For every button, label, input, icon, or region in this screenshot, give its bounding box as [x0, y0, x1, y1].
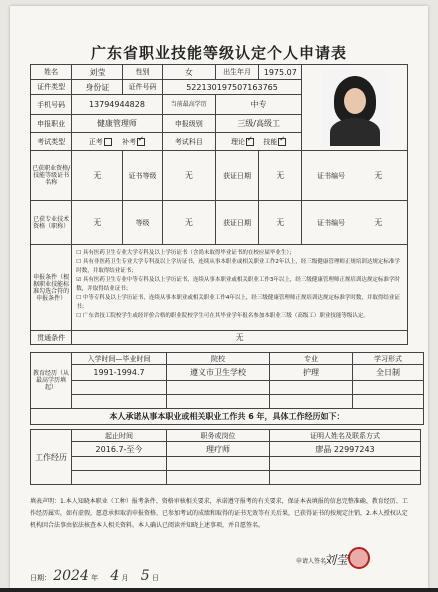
exam-type-label: 考试类型	[31, 133, 72, 151]
cert-level-value: 无	[162, 151, 215, 201]
work-header-reference: 证明人姓名及联系方式	[270, 430, 421, 442]
name-label: 姓名	[31, 65, 72, 80]
prev-cert-value: 无	[72, 151, 123, 201]
retake-exam-checkbox[interactable]	[137, 138, 145, 146]
prev-title-label: 已获专业技术资格（职称）	[31, 201, 72, 245]
declaration-text: 填表声明：1.本人知晓本职业（工种）报考条件、资格审核相关要求，承诺遵守报考的有关要求，保证本表填报的信息完整准确、教育经历、工作经历属实，如有虚假，愿意承担取消申报资格、已参加考试的成绩和取得的证书无效等有关后果，已获得证书的按规定注销，2.本人授权认定机构因合法事由依法核查本人相关资料。本人确认已阅读并知晓上述事项，并自愿签名。	[30, 498, 408, 529]
condition-5: ☐ 广东省技工院校学生或经评价合格的职业院校学生可在其毕业学年报名参加本职业三级（高级工）职业技能等级认定。	[76, 313, 369, 319]
work-label: 工作经历	[31, 430, 72, 485]
issue-date-label: 获证日期	[215, 151, 258, 201]
work-header-position: 职务或岗位	[167, 430, 270, 442]
entry-label: 贯通条件	[31, 331, 72, 345]
level-label: 申报级别	[162, 115, 215, 133]
edu-header-mode: 学习形式	[353, 353, 424, 365]
first-exam-label: 正考	[88, 137, 103, 146]
work-reference: 廖晶 22997243	[270, 442, 421, 457]
conditions-list	[72, 245, 408, 331]
title-no-group	[302, 201, 408, 245]
edu-school: 遵义市卫生学校	[167, 365, 270, 381]
date-label: 日期：	[30, 574, 51, 582]
birth-value: 1975.07	[259, 65, 302, 80]
id-number-label: 证件号码	[123, 80, 162, 95]
level-value: 三级/高级工	[215, 115, 301, 133]
month-label: 月	[121, 574, 129, 582]
edu-period: 1991-1994.7	[72, 365, 167, 381]
cert-no-group	[302, 151, 408, 201]
cert-level-label: 证书等级	[123, 151, 162, 201]
bottom-strip	[0, 588, 438, 592]
occupation-value: 健康管理师	[72, 115, 162, 133]
edu-header-major: 专业	[270, 353, 353, 365]
exam-type-options	[72, 133, 162, 151]
condition-1: ☐ 具有医药卫生专业大学专科及以上学历证书（含尚未取得毕业证书的在校应届毕业生）；	[76, 250, 295, 256]
title-no-value: 无	[374, 218, 383, 227]
photo-cell	[302, 65, 408, 151]
work-table	[30, 429, 421, 485]
form-title: 广东省职业技能等级认定个人申请表	[90, 44, 347, 62]
year-label: 年	[91, 574, 99, 582]
phone-label: 手机号码	[31, 95, 72, 115]
condition-4: ☐ 中等专科及以上学历证书，连续从事本职业或相关职业工作4年以上，经三级健康管理师正规培训达规定标准学时数，并取得结业证书；	[76, 295, 400, 310]
education-value: 中专	[215, 95, 301, 115]
applicant-info-table	[30, 64, 408, 345]
issue-date-value: 无	[259, 151, 302, 201]
skill-label: 技能	[263, 137, 278, 146]
prev-title-value: 无	[72, 201, 123, 245]
application-form-sheet	[10, 6, 428, 588]
work-header-period: 起止时间	[72, 430, 167, 442]
condition-3: ☑ 具有医药卫生专业中等专科及以上学历证书，连续从事本职业或相关职业工作3年以上，经三级健康管理师正规培训达规定标准学时数，并取得结业证书；	[76, 277, 400, 292]
phone-value: 13794944828	[72, 95, 162, 115]
date-line	[30, 568, 159, 584]
edu-major: 护理	[270, 365, 353, 381]
title-date-label: 获证日期	[215, 201, 258, 245]
education-label: 当前最高学历	[162, 95, 215, 115]
birth-label: 出生年月	[215, 65, 258, 80]
signature-label: 申请人签名：	[296, 558, 333, 565]
subject-label: 考试科目	[162, 133, 215, 151]
entry-value: 无	[72, 331, 408, 345]
first-exam-checkbox[interactable]	[104, 138, 112, 146]
condition-2: ☐ 具有非医药卫生专业大学专科及以上学历证书，连续从事本职业或相关职业工作2年以上，经三级健康管理师正规培训达规定标准学时数，并取得结业证书；	[76, 259, 400, 274]
occupation-label: 申报职业	[31, 115, 72, 133]
date-year: 2024	[53, 568, 89, 584]
conditions-label: 申报条件（根据职业技能标准勾选合符的申报条件）	[31, 245, 72, 331]
gender-label: 性别	[123, 65, 162, 80]
education-table	[30, 352, 424, 425]
pledge-text: 本人承诺从事本职业或相关职业工作共 6 年，具体工作经历如下：	[31, 409, 424, 425]
day-label: 日	[151, 574, 159, 582]
gender-value: 女	[162, 65, 215, 80]
photo-shirt	[330, 118, 380, 146]
edu-exp-label: 教育经历（从最高学历填起）	[31, 353, 72, 409]
signature-mark: 刘莹	[324, 553, 349, 567]
cert-no-label: 证书编号	[317, 172, 345, 180]
id-type-value: 身份证	[72, 80, 123, 95]
theory-checkbox[interactable]	[246, 138, 254, 146]
date-month: 4	[110, 568, 120, 584]
retake-exam-label: 补考	[122, 137, 137, 146]
red-seal	[348, 547, 370, 569]
edu-header-period: 入学时间—毕业时间	[72, 353, 167, 365]
grade-value: 无	[162, 201, 215, 245]
prev-cert-label: 已获职业资格/技能等级证书名称	[31, 151, 72, 201]
edu-mode: 全日制	[353, 365, 424, 381]
id-number-value: 522130197507163765	[162, 80, 302, 95]
name-value: 刘莹	[72, 65, 123, 80]
cert-no-value: 无	[374, 171, 383, 180]
edu-header-school: 院校	[167, 353, 270, 365]
title-no-label: 证书编号	[317, 219, 345, 227]
date-day: 5	[140, 568, 150, 584]
subject-options	[215, 133, 301, 151]
theory-label: 理论	[230, 137, 245, 146]
skill-checkbox[interactable]	[278, 138, 286, 146]
work-period: 2016.7-至今	[72, 442, 167, 457]
grade-label: 等级	[123, 201, 162, 245]
applicant-photo	[322, 70, 388, 146]
id-type-label: 证件类型	[31, 80, 72, 95]
photo-face	[344, 88, 366, 114]
work-position: 理疗师	[167, 442, 270, 457]
title-date-value: 无	[259, 201, 302, 245]
